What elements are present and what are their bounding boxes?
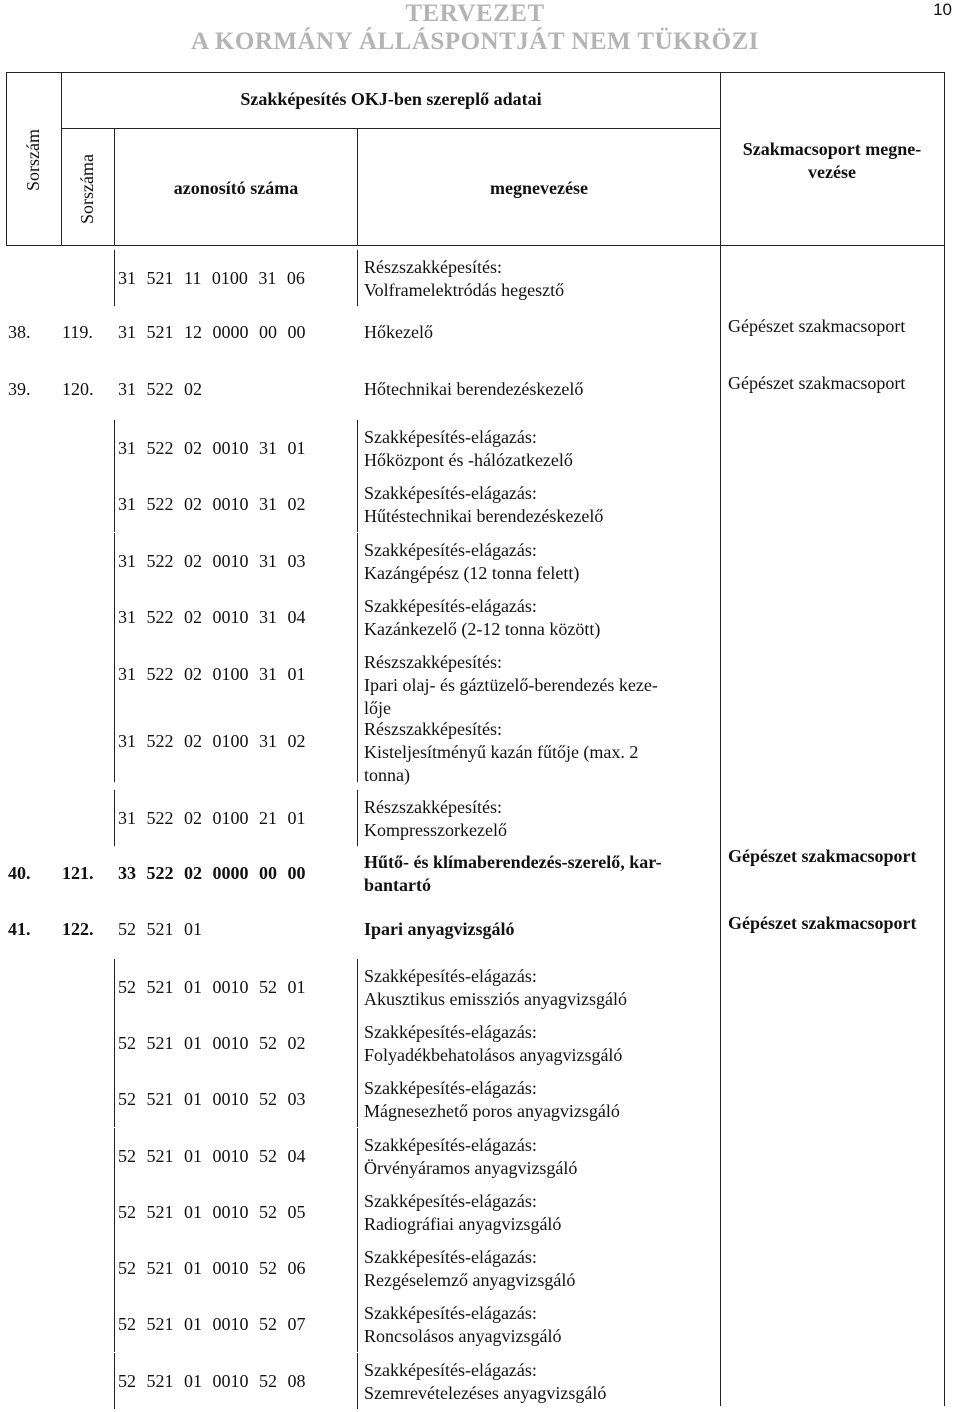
header-megnevezese: megnevezése bbox=[490, 178, 588, 198]
row-name-line-1: Részszakképesítés: bbox=[364, 652, 502, 672]
row-sorszam: 38. bbox=[8, 322, 31, 342]
row-name-line-2: Örvényáramos anyagvizsgáló bbox=[364, 1158, 578, 1178]
row-code: 52 521 01 0010 52 08 bbox=[118, 1371, 306, 1391]
row-szakmacsoport: Gépészet szakmacsoport bbox=[728, 316, 906, 336]
row-name-line-1: Szakképesítés-elágazás: bbox=[364, 483, 537, 503]
row-name-line-2: Kompresszorkezelő bbox=[364, 820, 507, 840]
row-name-line-1: Szakképesítés-elágazás: bbox=[364, 1135, 537, 1155]
row-code: 52 521 01 0010 52 07 bbox=[118, 1314, 306, 1334]
code-cell-frame bbox=[114, 1128, 358, 1184]
row-name-line-2: Radiográfiai anyagvizsgáló bbox=[364, 1214, 562, 1234]
row-name-line-1: Szakképesítés-elágazás: bbox=[364, 1360, 537, 1380]
code-cell-frame bbox=[114, 1240, 358, 1296]
row-name-line-2: Rezgéselemző anyagvizsgáló bbox=[364, 1270, 576, 1290]
row-name-line-2: Kazánkezelő (2-12 tonna között) bbox=[364, 619, 601, 639]
row-sorszam: 41. bbox=[8, 919, 31, 939]
header-group-underline bbox=[61, 128, 721, 129]
header-left-border bbox=[6, 72, 7, 246]
code-cell-frame bbox=[114, 959, 358, 1015]
row-name-line-1: Szakképesítés-elágazás: bbox=[364, 596, 537, 616]
row-code: 31 522 02 0100 21 01 bbox=[118, 808, 306, 828]
row-name-line-2: Hőközpont és -hálózatkezelő bbox=[364, 450, 573, 470]
row-code: 31 522 02 0010 31 01 bbox=[118, 438, 306, 458]
watermark-line-2: A KORMÁNY ÁLLÁSPONTJÁT NEM TÜKRÖZI bbox=[191, 28, 759, 55]
row-name-line-1: Ipari anyagvizsgáló bbox=[364, 919, 515, 939]
row-code: 31 522 02 0010 31 03 bbox=[118, 551, 306, 571]
row-name-line-2: Ipari olaj- és gáztüzelő-berendezés keze- bbox=[364, 675, 658, 695]
header-right-border bbox=[944, 72, 945, 246]
row-name-line-1: Szakképesítés-elágazás: bbox=[364, 1303, 537, 1323]
row-sorszama: 122. bbox=[62, 919, 94, 939]
row-name-line-2: Volframelektródás hegesztő bbox=[364, 280, 565, 300]
row-name-line-2: bantartó bbox=[364, 875, 431, 895]
row-code: 31 522 02 0010 31 02 bbox=[118, 494, 306, 514]
row-sorszama: 119. bbox=[62, 322, 93, 342]
code-cell-frame bbox=[114, 250, 358, 306]
watermark-line-1: TERVEZET bbox=[405, 0, 545, 27]
row-name-line-2: Szemrevételezéses anyagvizsgáló bbox=[364, 1383, 607, 1403]
code-cell-frame bbox=[114, 712, 358, 782]
row-name-line-2: Hűtéstechnikai berendezéskezelő bbox=[364, 506, 604, 526]
row-name-line-3: lője bbox=[364, 698, 391, 718]
row-name-line-1: Hűtő- és klímaberendezés-szerelő, kar- bbox=[364, 852, 662, 872]
code-cell-frame bbox=[114, 476, 358, 532]
row-code: 52 521 01 0010 52 05 bbox=[118, 1202, 306, 1222]
row-code: 31 521 12 0000 00 00 bbox=[118, 322, 306, 342]
row-name-line-2: Akusztikus emissziós anyagvizsgáló bbox=[364, 989, 627, 1009]
page-number: 10 bbox=[933, 0, 952, 19]
row-sorszama: 120. bbox=[62, 379, 94, 399]
row-szakmacsoport: Gépészet szakmacsoport bbox=[728, 913, 917, 933]
row-name-line-1: Részszakképesítés: bbox=[364, 257, 502, 277]
row-name-line-1: Szakképesítés-elágazás: bbox=[364, 1078, 537, 1098]
code-cell-frame bbox=[114, 420, 358, 476]
header-sorszam: Sorszám bbox=[23, 129, 43, 191]
row-code: 52 521 01 0010 52 01 bbox=[118, 977, 306, 997]
row-name-line-1: Szakképesítés-elágazás: bbox=[364, 1022, 537, 1042]
row-code: 52 521 01 0010 52 02 bbox=[118, 1033, 306, 1053]
row-name-line-2: Mágnesezhető poros anyagvizsgáló bbox=[364, 1101, 620, 1121]
row-code: 31 522 02 bbox=[118, 379, 202, 399]
code-cell-frame bbox=[114, 1296, 358, 1352]
code-cell-frame bbox=[114, 1071, 358, 1127]
row-name-line-1: Szakképesítés-elágazás: bbox=[364, 1247, 537, 1267]
row-code: 52 521 01 0010 52 06 bbox=[118, 1258, 306, 1278]
row-code: 31 522 02 0010 31 04 bbox=[118, 607, 306, 627]
row-code: 31 521 11 0100 31 06 bbox=[118, 268, 305, 288]
row-name-line-1: Hőtechnikai berendezéskezelő bbox=[364, 379, 584, 399]
row-name-line-2: Roncsolásos anyagvizsgáló bbox=[364, 1326, 562, 1346]
header-azonosito: azonosító száma bbox=[173, 178, 299, 198]
row-name-line-1: Részszakképesítés: bbox=[364, 797, 502, 817]
header-group-title: Szakképesítés OKJ-ben szereplő adatai bbox=[240, 89, 542, 109]
row-name-line-1: Hőkezelő bbox=[364, 322, 433, 342]
row-code: 52 521 01 bbox=[118, 919, 202, 939]
header-sorszama: Sorszáma bbox=[77, 154, 97, 224]
code-cell-frame bbox=[114, 589, 358, 645]
row-szakmacsoport: Gépészet szakmacsoport bbox=[728, 373, 906, 393]
row-name-line-2: Folyadékbehatolásos anyagvizsgáló bbox=[364, 1045, 623, 1065]
row-name-line-2: Kazángépész (12 tonna felett) bbox=[364, 563, 580, 583]
row-name-line-1: Szakképesítés-elágazás: bbox=[364, 540, 537, 560]
row-sorszam: 40. bbox=[8, 863, 31, 883]
row-name-line-2: Kisteljesítményű kazán fűtője (max. 2 bbox=[364, 742, 639, 762]
row-name-line-1: Szakképesítés-elágazás: bbox=[364, 427, 537, 447]
row-sorszam: 39. bbox=[8, 379, 31, 399]
row-name-line-1: Szakképesítés-elágazás: bbox=[364, 1191, 537, 1211]
code-cell-frame bbox=[114, 790, 358, 846]
row-name-line-1: Részszakképesítés: bbox=[364, 719, 502, 739]
row-sorszama: 121. bbox=[62, 863, 94, 883]
header-divider-4 bbox=[720, 72, 721, 246]
row-code: 31 522 02 0100 31 01 bbox=[118, 664, 306, 684]
row-name-line-1: Szakképesítés-elágazás: bbox=[364, 966, 537, 986]
code-cell-frame bbox=[114, 533, 358, 589]
header-szakmacsoport: Szakmacsoport megne-vezése bbox=[742, 139, 922, 182]
row-code: 31 522 02 0100 31 02 bbox=[118, 731, 306, 751]
code-cell-frame bbox=[114, 1184, 358, 1240]
code-cell-frame bbox=[114, 1353, 358, 1409]
row-code: 33 522 02 0000 00 00 bbox=[118, 863, 306, 883]
code-cell-frame bbox=[114, 645, 358, 715]
group-column-frame bbox=[720, 246, 945, 1406]
row-szakmacsoport: Gépészet szakmacsoport bbox=[728, 846, 917, 866]
row-code: 52 521 01 0010 52 04 bbox=[118, 1146, 306, 1166]
row-name-line-3: tonna) bbox=[364, 765, 410, 785]
code-cell-frame bbox=[114, 1015, 358, 1071]
row-code: 52 521 01 0010 52 03 bbox=[118, 1089, 306, 1109]
header-top-border bbox=[6, 72, 945, 73]
